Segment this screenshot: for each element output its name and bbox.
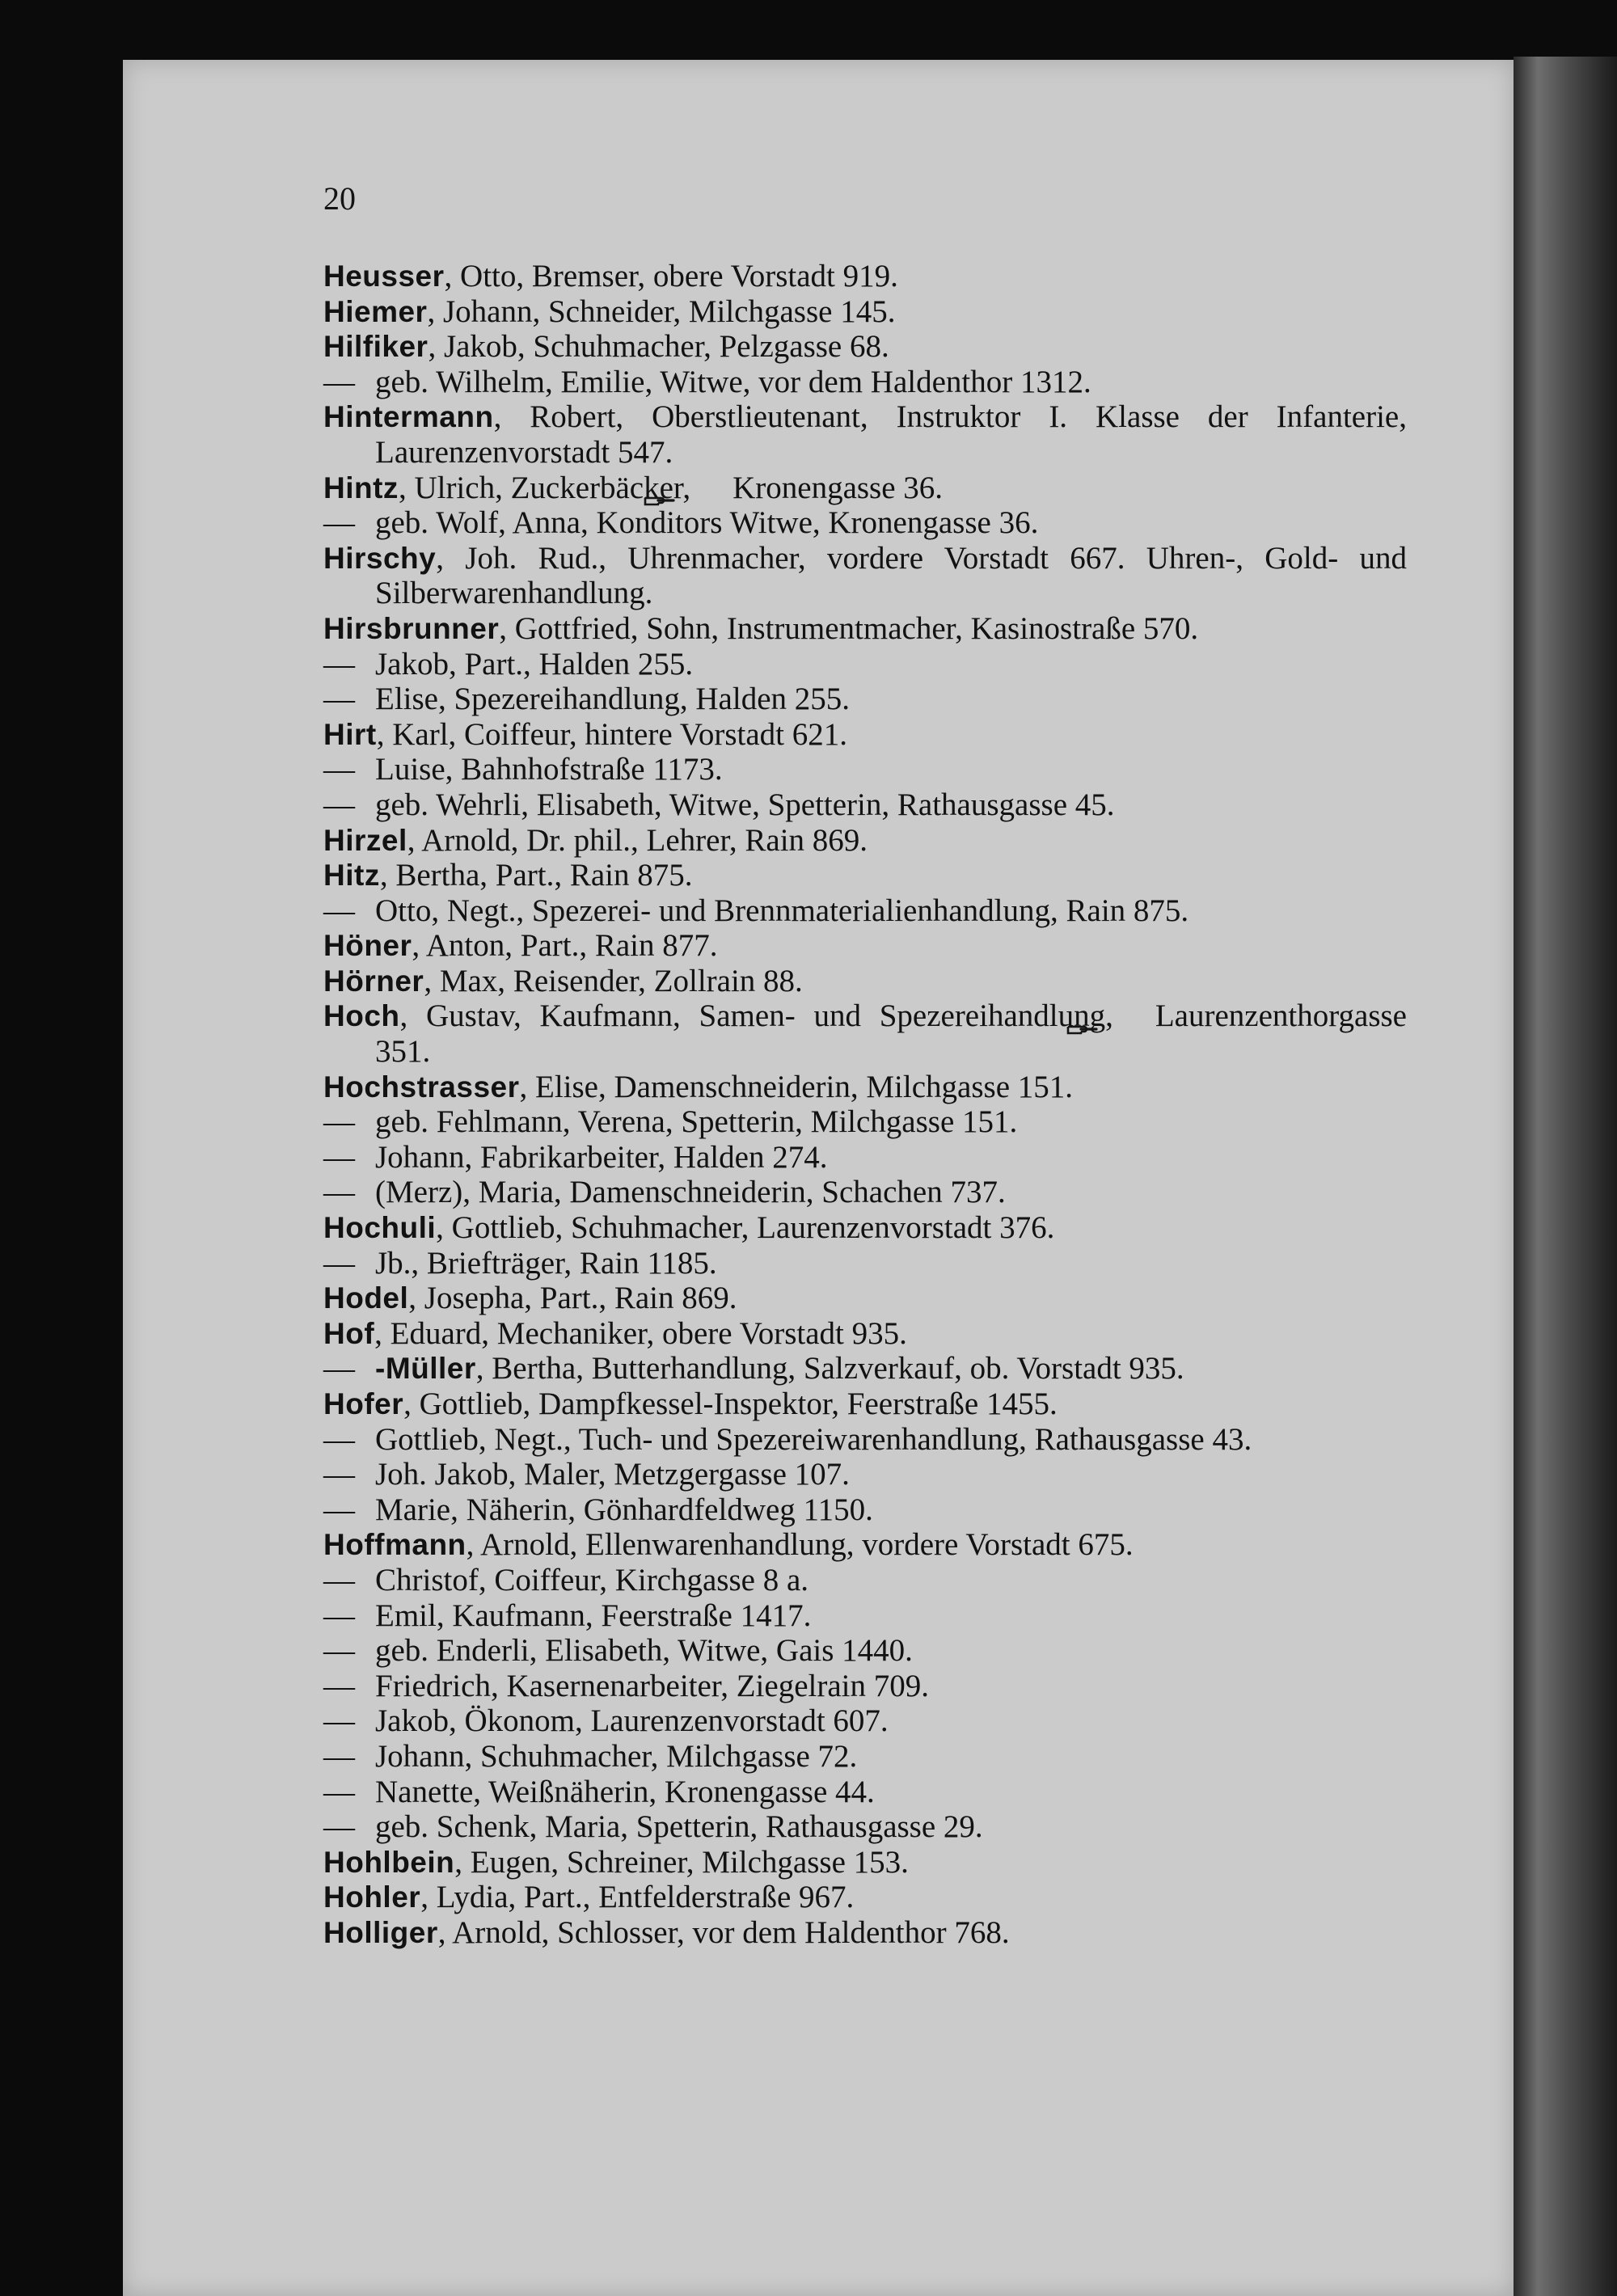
ditto-dash: —: [323, 1492, 355, 1527]
directory-entry: [323, 1386, 1407, 1422]
directory-entry: [323, 1845, 1407, 1880]
directory-entry: [323, 1316, 1407, 1352]
entry-details-cont: Laurenzenthorgasse 351.: [375, 998, 1407, 1070]
directory-entry: [323, 259, 1407, 294]
entry-details: geb. Wolf, Anna, Konditors Witwe, Kronengasse 36.: [375, 505, 1039, 541]
ditto-dash: —: [323, 1597, 355, 1633]
entry-details: , Gottlieb, Dampfkessel-Inspektor, Feerstraße 1455.: [403, 1386, 1058, 1421]
directory-entry: [323, 329, 1407, 365]
entry-details: , Lydia, Part., Entfelderstraße 967.: [420, 1880, 855, 1915]
entry-details: Jakob, Ökonom, Laurenzenvorstadt 607.: [375, 1703, 889, 1739]
ditto-dash: —: [323, 1738, 355, 1774]
entry-details: , Josepha, Part., Rain 869.: [408, 1281, 737, 1316]
directory-entry: [323, 365, 1407, 400]
entry-details: geb. Schenk, Maria, Spetterin, Rathausgasse 29.: [375, 1809, 983, 1845]
entry-surname: Hintz: [323, 471, 399, 504]
entry-details: , Eugen, Schreiner, Milchgasse 153.: [454, 1844, 909, 1880]
entry-details: , Robert, Oberstlieutenant, Instruktor I. Klasse der Infanterie, Laurenzenvorstadt 547.: [375, 399, 1407, 470]
directory-entry: [323, 1669, 1407, 1704]
entry-details: , Joh. Rud., Uhrenmacher, vordere Vorstadt 667. Uhren-, Gold- und Silberwarenhandlung.: [375, 540, 1407, 611]
entry-details: Jb., Briefträger, Rain 1185.: [375, 1245, 717, 1281]
entry-surname: Hohlbein: [323, 1845, 455, 1879]
entry-details: geb. Fehlmann, Verena, Spetterin, Milchgasse 151.: [375, 1104, 1018, 1140]
directory-entry: [323, 823, 1407, 859]
entry-details: Emil, Kaufmann, Feerstraße 1417.: [375, 1597, 812, 1633]
directory-entry: [323, 1175, 1407, 1210]
directory-entry: [323, 1527, 1407, 1563]
ditto-dash: —: [323, 752, 355, 787]
directory-entry: [323, 1246, 1407, 1281]
ditto-dash: —: [323, 1562, 355, 1597]
ditto-dash: —: [323, 646, 355, 682]
ditto-dash: —: [323, 1668, 355, 1703]
ditto-dash: —: [323, 1809, 355, 1845]
entry-surname: Hof: [323, 1316, 375, 1350]
entry-details: Otto, Negt., Spezerei- und Brennmaterialienhandlung, Rain 875.: [375, 893, 1189, 928]
directory-entry: [323, 964, 1407, 999]
ditto-dash: —: [323, 1633, 355, 1669]
entry-surname: Hochstrasser: [323, 1070, 520, 1104]
directory-entry: [323, 647, 1407, 682]
directory-entry: [323, 858, 1407, 893]
entry-details: , Karl, Coiffeur, hintere Vorstadt 621.: [376, 716, 847, 752]
entry-details-cont: Kronengasse 36.: [733, 470, 944, 505]
directory-entry: [323, 1915, 1407, 1951]
entry-details: Joh. Jakob, Maler, Metzgergasse 107.: [375, 1457, 850, 1492]
entry-surname: Hoffmann: [323, 1528, 467, 1562]
directory-entry: [323, 1880, 1407, 1915]
entry-surname: Hilfiker: [323, 330, 429, 364]
page-edge: [1514, 57, 1617, 2296]
entry-details: , Arnold, Dr. phil., Lehrer, Rain 869.: [407, 822, 868, 858]
entry-details: Jakob, Part., Halden 255.: [375, 646, 694, 682]
entry-details: Nanette, Weißnäherin, Kronengasse 44.: [375, 1774, 875, 1809]
ditto-dash: —: [323, 1104, 355, 1140]
ditto-dash: —: [323, 505, 355, 541]
ditto-dash: —: [323, 893, 355, 928]
directory-entry: [323, 787, 1407, 823]
entry-surname: Hintermann: [323, 400, 494, 434]
directory-entry: [323, 1809, 1407, 1845]
directory-entry: [323, 1633, 1407, 1669]
entry-details: , Anton, Part., Rain 877.: [412, 928, 718, 964]
directory-entry: [323, 1492, 1407, 1528]
ditto-dash: —: [323, 787, 355, 822]
directory-entry: [323, 611, 1407, 647]
directory-entry: [323, 752, 1407, 787]
entry-details: Gottlieb, Negt., Tuch- und Spezereiwarenhandlung, Rathausgasse 43.: [375, 1421, 1252, 1457]
directory-entry: [323, 682, 1407, 717]
ditto-dash: —: [323, 1175, 355, 1210]
ditto-dash: —: [323, 364, 355, 399]
pointing-hand-icon: [695, 482, 728, 500]
entry-details: geb. Wehrli, Elisabeth, Witwe, Spetterin, Rathausgasse 45.: [375, 787, 1115, 822]
directory-entry: [323, 893, 1407, 929]
entry-details: , Bertha, Part., Rain 875.: [379, 858, 693, 893]
directory-entry: [323, 928, 1407, 964]
entry-details: , Johann, Schneider, Milchgasse 145.: [427, 293, 896, 329]
directory-entry: [323, 1210, 1407, 1246]
entry-details: , Arnold, Ellenwarenhandlung, vordere Vorstadt 675.: [466, 1527, 1134, 1563]
directory-entries: [323, 259, 1407, 1951]
entry-details: Luise, Bahnhofstraße 1173.: [375, 752, 723, 787]
entry-details: geb. Enderli, Elisabeth, Witwe, Gais 1440.: [375, 1633, 913, 1669]
ditto-dash: —: [323, 1139, 355, 1175]
entry-details: Christof, Coiffeur, Kirchgasse 8 a.: [375, 1562, 809, 1597]
directory-entry: [323, 1563, 1407, 1598]
ditto-dash: —: [323, 1245, 355, 1281]
ditto-dash: —: [323, 1457, 355, 1492]
directory-entry: [323, 1070, 1407, 1105]
entry-details: , Gottlieb, Schuhmacher, Laurenzenvorstadt 376.: [436, 1210, 1055, 1246]
entry-surname: Hofer: [323, 1387, 404, 1420]
directory-entry: [323, 1775, 1407, 1810]
entry-details: , Otto, Bremser, obere Vorstadt 919.: [444, 259, 898, 293]
entry-surname: Hitz: [323, 859, 380, 893]
entry-details: Marie, Näherin, Gönhardfeldweg 1150.: [375, 1492, 873, 1527]
entry-surname: Holliger: [323, 1915, 438, 1949]
entry-details: , Bertha, Butterhandlung, Salzverkauf, ob. Vorstadt 935.: [475, 1351, 1184, 1386]
entry-details: , Gottfried, Sohn, Instrumentmacher, Kasinostraße 570.: [499, 610, 1199, 646]
entry-surname: Hirzel: [323, 823, 407, 857]
directory-entry: [323, 998, 1407, 1069]
directory-entry: [323, 399, 1407, 470]
ditto-dash: —: [323, 1421, 355, 1457]
entry-surname: Hirt: [323, 717, 377, 751]
directory-entry: [323, 1140, 1407, 1175]
entry-surname: Höner: [323, 929, 412, 963]
entry-details: Friedrich, Kasernenarbeiter, Ziegelrain 709.: [375, 1668, 929, 1703]
directory-entry: [323, 471, 1407, 506]
entry-surname: Hörner: [323, 964, 424, 998]
page-number: 20: [323, 180, 356, 217]
entry-surname: Hirsbrunner: [323, 611, 500, 645]
entry-details: , Eduard, Mechaniker, obere Vorstadt 935.: [374, 1315, 907, 1351]
directory-entry: [323, 717, 1407, 753]
entry-details: Johann, Schuhmacher, Milchgasse 72.: [375, 1738, 858, 1774]
ditto-dash: —: [323, 1774, 355, 1809]
directory-entry: [323, 1739, 1407, 1775]
ditto-dash: —: [323, 682, 355, 717]
entry-surname: Hiemer: [323, 294, 428, 328]
entry-surname: Hochuli: [323, 1211, 437, 1245]
directory-entry: [323, 1598, 1407, 1634]
directory-entry: [323, 505, 1407, 541]
entry-surname: -Müller: [375, 1352, 476, 1386]
ditto-dash: —: [323, 1703, 355, 1739]
directory-entry: [323, 1104, 1407, 1140]
pointing-hand-icon: [1118, 1011, 1150, 1028]
directory-entry: [323, 1457, 1407, 1492]
entry-details: , Jakob, Schuhmacher, Pelzgasse 68.: [428, 329, 889, 365]
directory-entry: [323, 1703, 1407, 1739]
entry-details: , Elise, Damenschneiderin, Milchgasse 151.: [519, 1069, 1074, 1104]
directory-entry: [323, 1281, 1407, 1316]
entry-details: Elise, Spezereihandlung, Halden 255.: [375, 682, 850, 717]
entry-surname: Heusser: [323, 260, 445, 293]
directory-entry: [323, 1351, 1407, 1386]
entry-details: , Gustav, Kaufmann, Samen- und Spezereihandlung,: [399, 998, 1113, 1034]
entry-surname: Hodel: [323, 1281, 409, 1315]
entry-details: , Ulrich, Zuckerbäcker,: [398, 470, 691, 505]
ditto-dash: —: [323, 1351, 355, 1386]
entry-details: Johann, Fabrikarbeiter, Halden 274.: [375, 1139, 828, 1175]
entry-details: , Arnold, Schlosser, vor dem Haldenthor 768.: [437, 1914, 1010, 1950]
entry-surname: Hohler: [323, 1880, 421, 1914]
directory-entry: [323, 1422, 1407, 1458]
entry-surname: Hoch: [323, 999, 400, 1033]
directory-entry: [323, 294, 1407, 330]
entry-details: geb. Wilhelm, Emilie, Witwe, vor dem Haldenthor 1312.: [375, 364, 1091, 399]
entry-details: (Merz), Maria, Damenschneiderin, Schachen 737.: [375, 1175, 1006, 1210]
directory-entry: [323, 541, 1407, 611]
entry-details: , Max, Reisender, Zollrain 88.: [424, 963, 803, 998]
entry-surname: Hirschy: [323, 541, 437, 575]
